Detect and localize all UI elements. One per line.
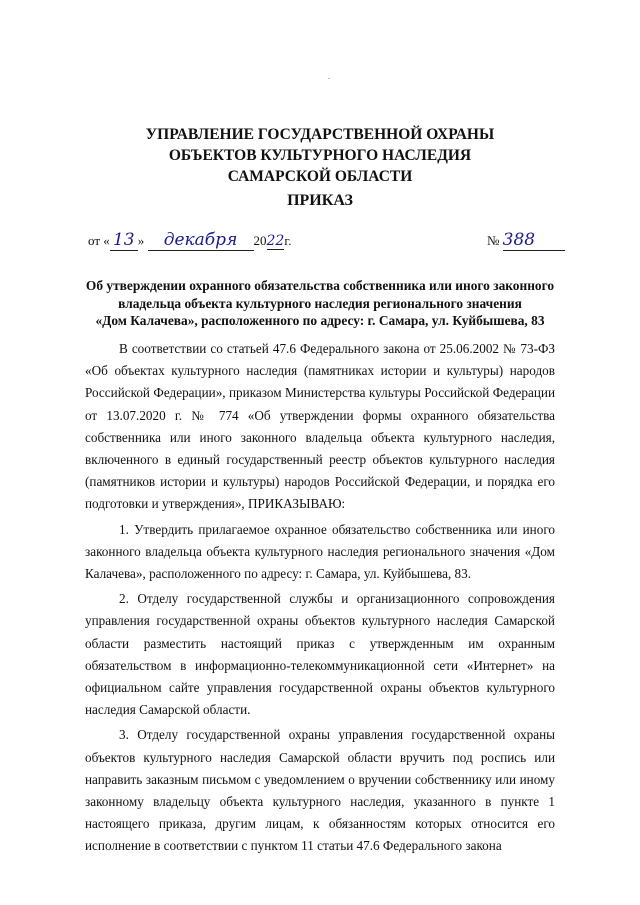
number-value: 388 <box>503 230 565 251</box>
subject-line-2: владельца объекта культурного наследия регионального значения <box>118 295 522 311</box>
date-day: 13 <box>110 230 138 251</box>
authority-line-1: УПРАВЛЕНИЕ ГОСУДАРСТВЕННОЙ ОХРАНЫ <box>145 126 495 143</box>
issuing-authority <box>0 124 640 187</box>
order-date <box>88 230 291 251</box>
order-number <box>487 230 565 251</box>
preamble-paragraph: В соответствии со статьей 47.6 Федерального закона от 25.06.2002 № 73-ФЗ «Об объектах культурного наследия (памятниках истории и культуры) народов Российской Федерации», приказом Министерства культуры Российской Федерации от 13.07.2020 г. № 774 «Об утверждении формы охранного обязательства собственника или иного законного владельца объекта культурного наследия, включенного в единый государственный реестр объектов культурного наследия (памятников истории и культуры) народов Российской Федерации, и порядка его подготовки и утверждения», ПРИКАЗЫВАЮ: <box>85 341 555 512</box>
date-suffix: г. <box>284 233 292 248</box>
clause-3-paragraph: 3. Отделу государственной охраны управления государственной охраны объектов культурного наследия Самарской области вручить под роспись или направить заказным письмом с уведомлением о вручении собственнику или иному законному владельцу объекта культурного наследия, указанного в пункте 1 настоящего приказа, другим лицам, к обязанностям которых относится его исполнение в соответствии с пунктом 11 статьи 47.6 Федерального закона <box>85 727 555 854</box>
subject-line-1: Об утверждении охранного обязательства собственника или иного законного <box>85 278 555 293</box>
date-month: декабря <box>148 230 254 251</box>
date-prefix: от « <box>88 233 110 248</box>
date-year: 22 <box>266 233 285 249</box>
date-mid: » <box>137 233 145 248</box>
clause-1-paragraph: 1. Утвердить прилагаемое охранное обязательство собственника или иного законного владельца объекта культурного наследия регионального значения «Дом Калачева», расположенного по адресу: г. Самара, ул. Куйбышева, 83. <box>85 521 555 582</box>
document-title: ПРИКАЗ <box>287 192 353 209</box>
subject-line-3: «Дом Калачева», расположенного по адресу: г. Самара, ул. Куйбышева, 83 <box>95 313 545 328</box>
date-year-prefix: 20 <box>253 233 267 248</box>
authority-line-3: САМАРСКОЙ ОБЛАСТИ <box>227 168 413 185</box>
order-subject <box>84 277 556 330</box>
clause-2-paragraph: 2. Отделу государственной службы и организационного сопровождения управления государственной охраны объектов культурного наследия Самарской области разместить настоящий приказ с утвержденным им охранным обязательством в информационно-телекоммуникационной сети «Интернет» на официальном сайте управления государственной охраны объектов культурного наследия Самарской области. <box>85 591 555 718</box>
scan-speck <box>328 78 330 79</box>
number-prefix: № <box>487 233 500 248</box>
authority-line-2: ОБЪЕКТОВ КУЛЬТУРНОГО НАСЛЕДИЯ <box>168 147 472 164</box>
order-body <box>85 338 555 861</box>
